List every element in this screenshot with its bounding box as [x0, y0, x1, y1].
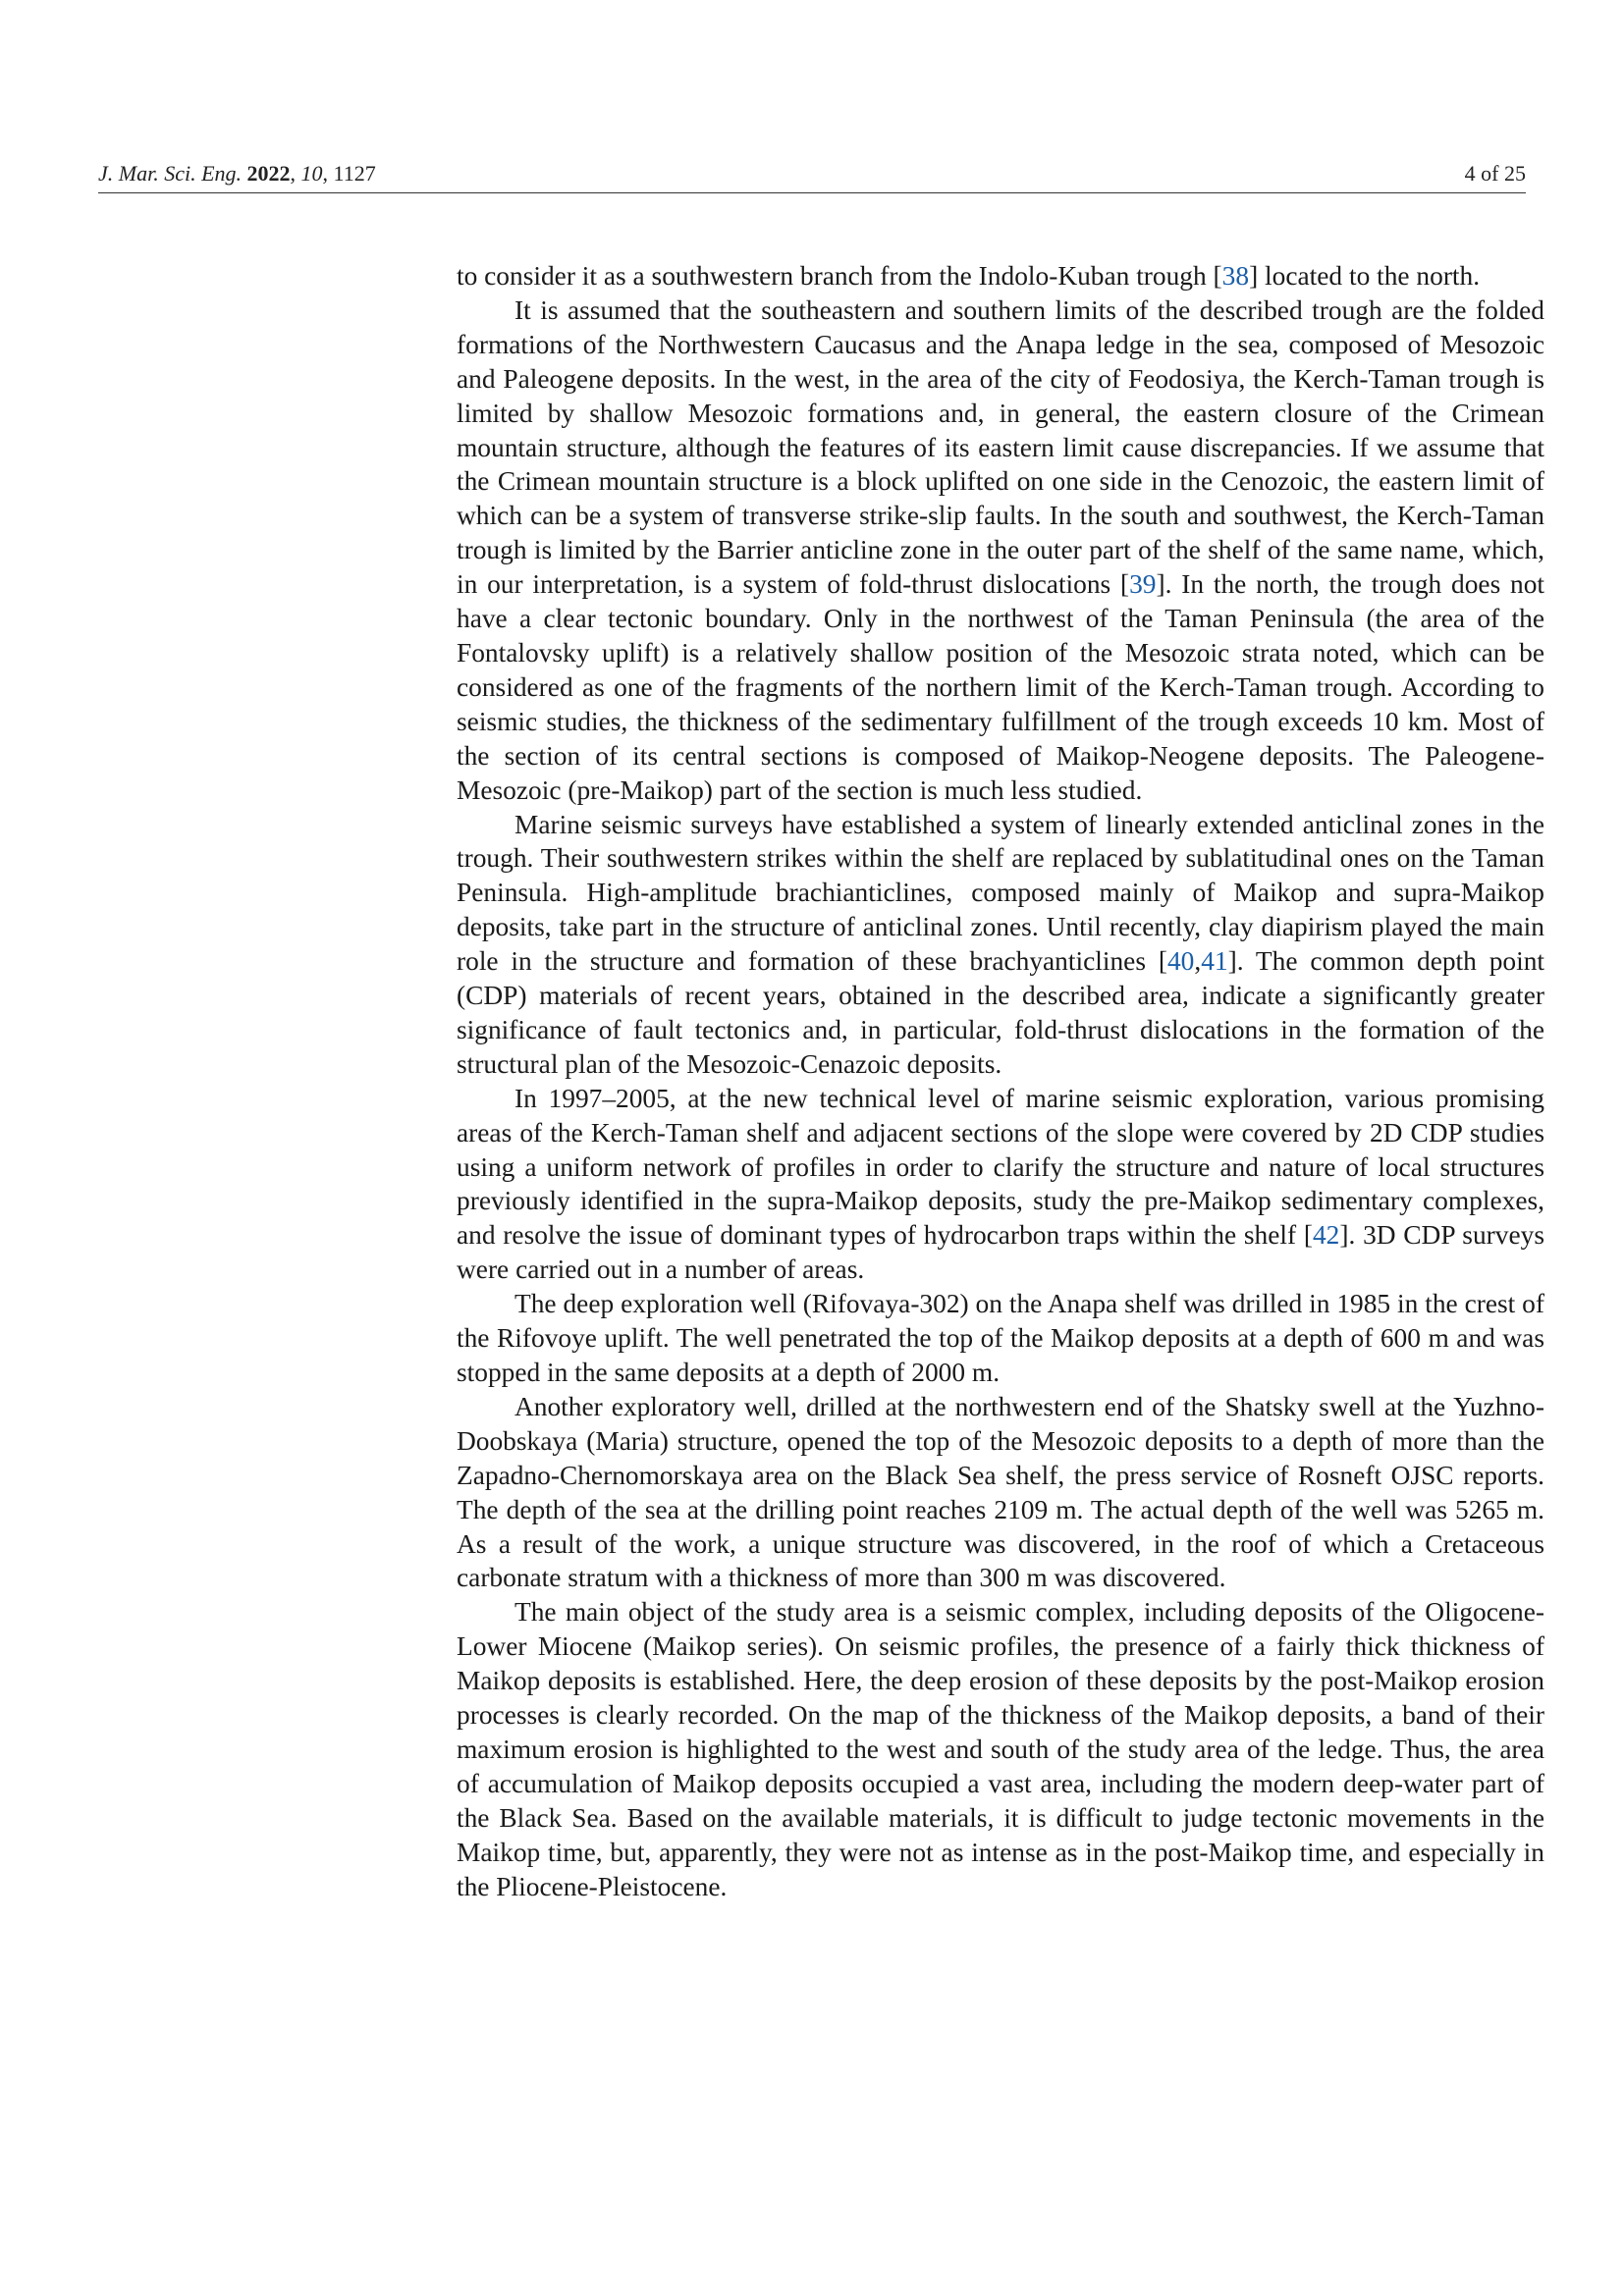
paragraph-text: In 1997–2005, at the new technical level of marine seismic exploration, various promising areas of the Kerch-Taman shelf and adjacent sections of the slope were covered by 2D CDP studies using a uniform network of profiles in order to clarify the structure and nature of local structures previously identified in the supra-Maikop deposits, study the pre-Maikop sedimentary complexes, and resolve the issue of dominant types of hydrocarbon traps within the shelf [ — [457, 1083, 1544, 1251]
article-number: 1127 — [333, 161, 376, 186]
page-header — [98, 147, 1526, 187]
citation-link[interactable]: 38 — [1221, 261, 1250, 291]
page-number: 4 of 25 — [1464, 161, 1526, 186]
journal-abbrev: J. Mar. Sci. Eng. — [98, 161, 243, 186]
paragraph-text: ]. The common depth point (CDP) materials of recent years, obtained in the described area, indicate a significantly greater significance of fault tectonics and, in particular, fold-thrust dislocations in the formation of the structural plan of the Mesozoic-Cenazoic deposits. — [457, 946, 1544, 1079]
citation-link[interactable]: 41 — [1201, 946, 1228, 977]
paragraph-text: ] located to the north. — [1249, 261, 1481, 291]
paragraph — [457, 1287, 1544, 1390]
paragraph — [457, 808, 1544, 1082]
paragraph-text: The deep exploration well (Rifovaya-302) on the Anapa shelf was drilled in 1985 in the crest of the Rifovoye uplift. The well penetrated the top of the Maikop deposits at a depth of 600 m and was stopped in the same deposits at a depth of 2000 m. — [457, 1289, 1544, 1387]
paragraph-text: ]. 3D CDP surveys were carried out in a number of areas. — [457, 1220, 1544, 1285]
paragraph-text: ]. In the north, the trough does not have a clear tectonic boundary. Only in the northwest of the Taman Peninsula (the area of the Fontalovsky uplift) is a relatively shallow position of the Mesozoic strata noted, which can be considered as one of the fragments of the northern limit of the Kerch-Taman trough. According to seismic studies, the thickness of the sedimentary fulfillment of the trough exceeds 10 km. Most of the section of its central sections is composed of Maikop-Neogene deposits. The Paleogene-Mesozoic (pre-Maikop) part of the section is much less studied. — [457, 569, 1545, 805]
paragraph — [457, 1595, 1544, 1903]
journal-year: 2022 — [246, 161, 291, 186]
paragraph-text: Marine seismic surveys have established a system of linearly extended anticlinal zones in the trough. Their southwestern strikes within the shelf are replaced by sublatitudinal ones on the Taman Peninsula. High-amplitude brachianticlines, composed mainly of Maikop and supra-Maikop deposits, take part in the structure of anticlinal zones. Until recently, clay diapirism played the main role in the structure and formation of these brachyanticlines [ — [457, 809, 1544, 977]
citation-link[interactable]: 42 — [1312, 1220, 1340, 1251]
citation-link[interactable]: 40 — [1166, 946, 1195, 977]
body-text — [457, 259, 1544, 1904]
paragraph — [457, 1082, 1544, 1287]
header-rule — [98, 192, 1526, 193]
paragraph — [457, 294, 1544, 808]
paragraph-text: , — [1194, 946, 1202, 977]
paragraph — [457, 259, 1544, 294]
paragraph — [457, 1390, 1544, 1595]
paragraph-text: The main object of the study area is a seismic complex, including deposits of the Oligocene-Lower Miocene (Maikop series). On seismic profiles, the presence of a fairly thick thickness of Maikop deposits is established. Here, the deep erosion of these deposits by the post-Maikop erosion processes is clearly recorded. On the map of the thickness of the Maikop deposits, a band of their maximum erosion is highlighted to the west and south of the study area of the ledge. Thus, the area of accumulation of Maikop deposits occupied a vast area, including the modern deep-water part of the Black Sea. Based on the available materials, it is difficult to judge tectonic movements in the Maikop time, but, apparently, they were not as intense as in the post-Maikop time, and especially in the Pliocene-Pleistocene. — [457, 1597, 1544, 1901]
paragraph-text: It is assumed that the southeastern and southern limits of the described trough are the folded formations of the Northwestern Caucasus and the Anapa ledge in the sea, composed of Mesozoic and Paleogene deposits. In the west, in the area of the city of Feodosiya, the Kerch-Taman trough is limited by shallow Mesozoic formations and, in general, the eastern closure of the Crimean mountain structure, although the features of its eastern limit cause discrepancies. If we assume that the Crimean mountain structure is a block uplifted on one side in the Cenozoic, the eastern limit of which can be a system of transverse strike-slip faults. In the south and southwest, the Kerch-Taman trough is limited by the Barrier anticline zone in the outer part of the shelf of the same name, which, in our interpretation, is a system of fold-thrust dislocations [ — [457, 294, 1544, 600]
journal-citation: J. Mar. Sci. Eng. 2022, 10, 1127 — [98, 161, 376, 186]
citation-link[interactable]: 39 — [1129, 569, 1157, 600]
paragraph-text: Another exploratory well, drilled at the northwestern end of the Shatsky swell at the Yuzhno-Doobskaya (Maria) structure, opened the top of the Mesozoic deposits to a depth of more than the Zapadno-Chernomorskaya area on the Black Sea shelf, the press service of Rosneft OJSC reports. The depth of the sea at the drilling point reaches 2109 m. The actual depth of the well was 5265 m. As a result of the work, a unique structure was discovered, in the roof of which a Cretaceous carbonate stratum with a thickness of more than 300 m was discovered. — [457, 1391, 1544, 1593]
journal-volume: 10 — [300, 161, 323, 186]
paragraph-text: to consider it as a southwestern branch from the Indolo-Kuban trough [ — [457, 261, 1222, 291]
